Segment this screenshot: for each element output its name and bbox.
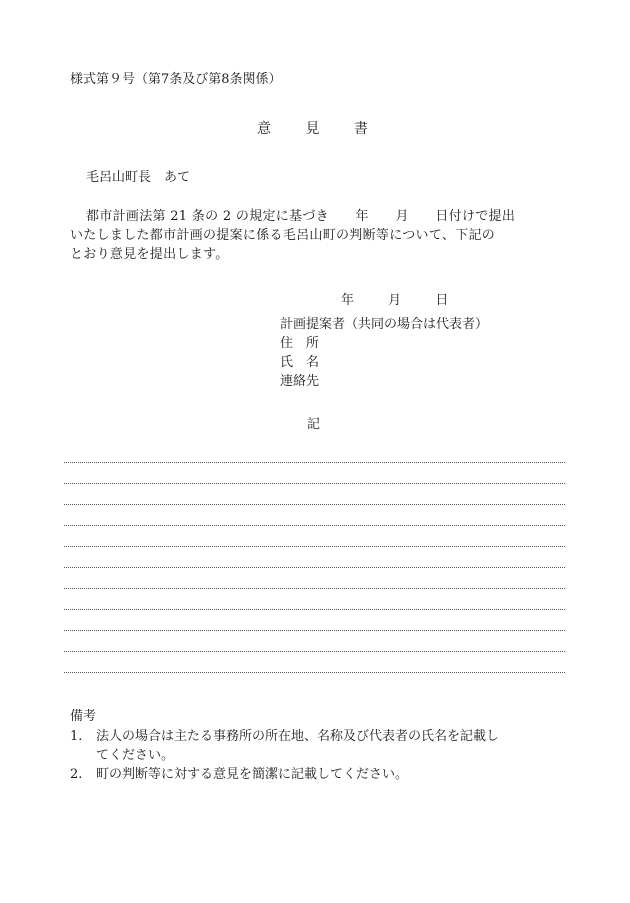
ruled-line xyxy=(64,483,565,484)
title-char-1: 意 xyxy=(257,121,271,137)
body-paragraph xyxy=(70,207,565,264)
date-year-label: 年 xyxy=(341,293,355,308)
addressee: 毛呂山町長 あて xyxy=(86,170,191,185)
ruled-line xyxy=(64,567,565,568)
ruled-line xyxy=(64,525,565,526)
remarks-section xyxy=(70,707,565,784)
ruled-line xyxy=(64,630,565,631)
remarks-item-line: 町の判断等に対する意見を簡潔に記載してください。 xyxy=(96,767,409,782)
ruled-line xyxy=(64,462,565,463)
title-char-2: 見 xyxy=(305,121,320,137)
remarks-item-text xyxy=(96,727,499,765)
date-month-label: 月 xyxy=(388,293,402,308)
opinion-writing-area[interactable] xyxy=(64,462,565,693)
ki-mark: 記 xyxy=(307,417,321,432)
proposer-address-label: 住 所 xyxy=(280,336,320,351)
form-number: 様式第９号（第7条及び第8条関係） xyxy=(70,72,282,87)
remarks-item-line: 法人の場合は主たる事務所の所在地、名称及び代表者の氏名を記載し xyxy=(96,729,500,744)
body-line-2: いたしました都市計画の提案に係る毛呂山町の判断等について、下記の xyxy=(70,228,496,243)
document-title xyxy=(257,120,368,139)
ruled-line xyxy=(64,546,565,547)
remarks-item-number: 2. xyxy=(70,767,83,782)
remarks-heading: 備考 xyxy=(70,709,97,724)
remarks-item-line: てください。 xyxy=(96,748,175,763)
ruled-line xyxy=(64,651,565,652)
date-line xyxy=(341,291,448,310)
ruled-line xyxy=(64,504,565,505)
proposer-contact-label: 連絡先 xyxy=(280,374,320,389)
body-line-1: 都市計画法第 21 条の 2 の規定に基づき 年 月 日付けで提出 xyxy=(86,209,516,224)
proposer-block xyxy=(280,315,488,391)
remarks-item xyxy=(70,727,565,765)
remarks-item-text xyxy=(96,765,408,784)
proposer-heading: 計画提案者（共同の場合は代表者） xyxy=(280,317,489,332)
proposer-name-label: 氏 名 xyxy=(280,355,320,370)
title-char-3: 書 xyxy=(353,121,368,137)
ruled-line xyxy=(64,588,565,589)
ruled-line xyxy=(64,672,565,673)
remarks-item xyxy=(70,765,565,784)
ruled-line xyxy=(64,609,565,610)
date-day-label: 日 xyxy=(435,293,449,308)
remarks-item-number: 1. xyxy=(70,729,83,744)
body-line-3: とおり意見を提出します。 xyxy=(70,247,229,262)
